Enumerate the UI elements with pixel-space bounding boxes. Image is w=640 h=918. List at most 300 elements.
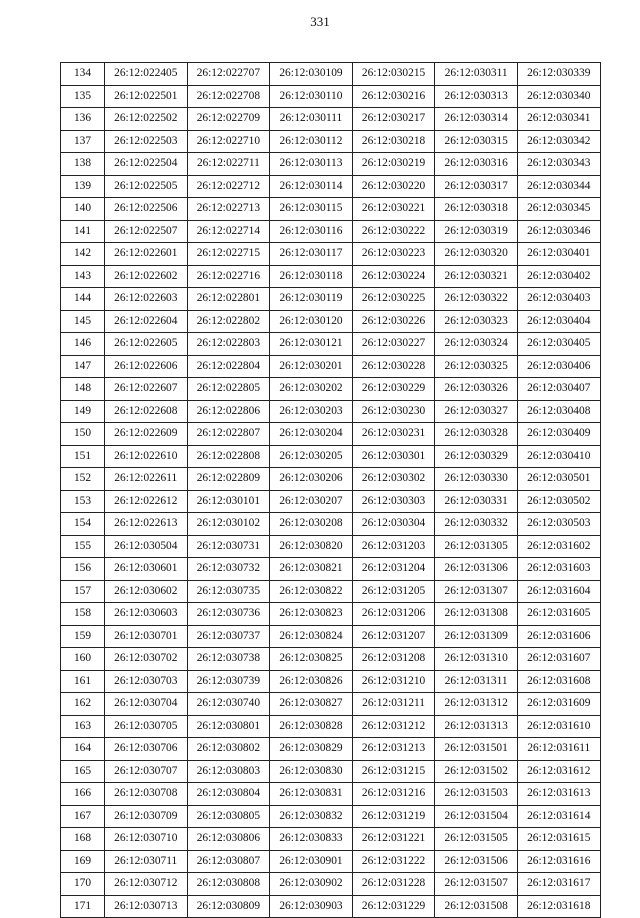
- cadastral-code-cell: 26:12:030121: [270, 333, 353, 356]
- row-number-cell: 137: [61, 130, 105, 153]
- row-number-cell: 169: [61, 850, 105, 873]
- cadastral-code-cell: 26:12:030346: [517, 220, 600, 243]
- row-number-cell: 151: [61, 445, 105, 468]
- row-number-cell: 170: [61, 873, 105, 896]
- cadastral-code-cell: 26:12:031508: [435, 895, 518, 918]
- row-number-cell: 140: [61, 198, 105, 221]
- table-row: [61, 895, 601, 918]
- cadastral-code-cell: 26:12:031501: [435, 738, 518, 761]
- cadastral-code-cell: 26:12:030329: [435, 445, 518, 468]
- cadastral-code-cell: 26:12:031210: [352, 670, 435, 693]
- row-number-cell: 157: [61, 580, 105, 603]
- table-row: [61, 738, 601, 761]
- page-number: 331: [310, 14, 330, 29]
- cadastral-code-cell: 26:12:030216: [352, 85, 435, 108]
- row-number-cell: 149: [61, 400, 105, 423]
- cadastral-code-cell: 26:12:031505: [435, 828, 518, 851]
- cadastral-code-cell: 26:12:031605: [517, 603, 600, 626]
- table-row: [61, 513, 601, 536]
- cadastral-code-cell: 26:12:030408: [517, 400, 600, 423]
- cadastral-code-cell: 26:12:031506: [435, 850, 518, 873]
- row-number-cell: 163: [61, 715, 105, 738]
- row-number-cell: 155: [61, 535, 105, 558]
- cadastral-code-cell: 26:12:030227: [352, 333, 435, 356]
- cadastral-code-cell: 26:12:030318: [435, 198, 518, 221]
- table-row: [61, 175, 601, 198]
- cadastral-code-cell: 26:12:031503: [435, 783, 518, 806]
- cadastral-code-cell: 26:12:022707: [187, 63, 270, 86]
- cadastral-code-cell: 26:12:030736: [187, 603, 270, 626]
- row-number-cell: 138: [61, 153, 105, 176]
- table-row: [61, 535, 601, 558]
- row-number-cell: 141: [61, 220, 105, 243]
- cadastral-code-cell: 26:12:030311: [435, 63, 518, 86]
- cadastral-code-cell: 26:12:031313: [435, 715, 518, 738]
- cadastral-code-cell: 26:12:030219: [352, 153, 435, 176]
- row-number-cell: 136: [61, 108, 105, 131]
- cadastral-code-cell: 26:12:030902: [270, 873, 353, 896]
- cadastral-code-cell: 26:12:030807: [187, 850, 270, 873]
- row-number-cell: 135: [61, 85, 105, 108]
- cadastral-code-cell: 26:12:022608: [105, 400, 188, 423]
- cadastral-code-cell: 26:12:030826: [270, 670, 353, 693]
- table-row: [61, 130, 601, 153]
- row-number-cell: 152: [61, 468, 105, 491]
- cadastral-code-cell: 26:12:030708: [105, 783, 188, 806]
- row-number-cell: 147: [61, 355, 105, 378]
- cadastral-code-cell: 26:12:030829: [270, 738, 353, 761]
- cadastral-code-cell: 26:12:030709: [105, 805, 188, 828]
- cadastral-code-cell: 26:12:030302: [352, 468, 435, 491]
- row-number-cell: 161: [61, 670, 105, 693]
- cadastral-code-cell: 26:12:031216: [352, 783, 435, 806]
- row-number-cell: 164: [61, 738, 105, 761]
- cadastral-code-cell: 26:12:030102: [187, 513, 270, 536]
- cadastral-code-cell: 26:12:022506: [105, 198, 188, 221]
- cadastral-code-cell: 26:12:030119: [270, 288, 353, 311]
- table-row: [61, 850, 601, 873]
- table-row: [61, 580, 601, 603]
- cadastral-code-cell: 26:12:030403: [517, 288, 600, 311]
- cadastral-code-cell: 26:12:030703: [105, 670, 188, 693]
- cadastral-code-cell: 26:12:031603: [517, 558, 600, 581]
- cadastral-code-cell: 26:12:030820: [270, 535, 353, 558]
- cadastral-code-cell: 26:12:031213: [352, 738, 435, 761]
- cadastral-code-cell: 26:12:022805: [187, 378, 270, 401]
- cadastral-code-cell: 26:12:030404: [517, 310, 600, 333]
- row-number-cell: 167: [61, 805, 105, 828]
- cadastral-code-cell: 26:12:022714: [187, 220, 270, 243]
- table-row: [61, 558, 601, 581]
- cadastral-code-cell: 26:12:022709: [187, 108, 270, 131]
- row-number-cell: 148: [61, 378, 105, 401]
- table-row: [61, 310, 601, 333]
- row-number-cell: 159: [61, 625, 105, 648]
- cadastral-code-cell: 26:12:031502: [435, 760, 518, 783]
- cadastral-code-cell: 26:12:030603: [105, 603, 188, 626]
- cadastral-code-cell: 26:12:030332: [435, 513, 518, 536]
- cadastral-code-cell: 26:12:030805: [187, 805, 270, 828]
- cadastral-code-cell: 26:12:030342: [517, 130, 600, 153]
- cadastral-code-cell: 26:12:031615: [517, 828, 600, 851]
- cadastral-code-cell: 26:12:022801: [187, 288, 270, 311]
- cadastral-code-cell: 26:12:022602: [105, 265, 188, 288]
- cadastral-code-cell: 26:12:022715: [187, 243, 270, 266]
- table-row: [61, 828, 601, 851]
- cadastral-code-cell: 26:12:031208: [352, 648, 435, 671]
- table-row: [61, 153, 601, 176]
- cadastral-code-cell: 26:12:030501: [517, 468, 600, 491]
- cadastral-code-cell: 26:12:030205: [270, 445, 353, 468]
- cadastral-code-cell: 26:12:030802: [187, 738, 270, 761]
- table-row: [61, 670, 601, 693]
- row-number-cell: 146: [61, 333, 105, 356]
- cadastral-code-cell: 26:12:030224: [352, 265, 435, 288]
- cadastral-code-cell: 26:12:030340: [517, 85, 600, 108]
- cadastral-code-cell: 26:12:031609: [517, 693, 600, 716]
- cadastral-code-cell: 26:12:031613: [517, 783, 600, 806]
- cadastral-code-cell: 26:12:030832: [270, 805, 353, 828]
- cadastral-code-cell: 26:12:030803: [187, 760, 270, 783]
- cadastral-code-cell: 26:12:030113: [270, 153, 353, 176]
- table-row: [61, 220, 601, 243]
- cadastral-code-cell: 26:12:031211: [352, 693, 435, 716]
- cadastral-code-cell: 26:12:031307: [435, 580, 518, 603]
- cadastral-code-cell: 26:12:022504: [105, 153, 188, 176]
- cadastral-code-cell: 26:12:030324: [435, 333, 518, 356]
- cadastral-code-cell: 26:12:030223: [352, 243, 435, 266]
- cadastral-code-cell: 26:12:022609: [105, 423, 188, 446]
- cadastral-code-cell: 26:12:030504: [105, 535, 188, 558]
- row-number-cell: 156: [61, 558, 105, 581]
- row-number-cell: 166: [61, 783, 105, 806]
- cadastral-code-cell: 26:12:030207: [270, 490, 353, 513]
- cadastral-code-cell: 26:12:030304: [352, 513, 435, 536]
- cadastral-code-cell: 26:12:022716: [187, 265, 270, 288]
- table-row: [61, 198, 601, 221]
- cadastral-code-cell: 26:12:030112: [270, 130, 353, 153]
- row-number-cell: 160: [61, 648, 105, 671]
- row-number-cell: 139: [61, 175, 105, 198]
- cadastral-table: [60, 62, 601, 918]
- cadastral-code-cell: 26:12:030824: [270, 625, 353, 648]
- cadastral-code-cell: 26:12:022605: [105, 333, 188, 356]
- cadastral-code-cell: 26:12:030410: [517, 445, 600, 468]
- cadastral-code-cell: 26:12:030225: [352, 288, 435, 311]
- cadastral-code-cell: 26:12:031204: [352, 558, 435, 581]
- cadastral-code-cell: 26:12:030713: [105, 895, 188, 918]
- cadastral-code-cell: 26:12:030406: [517, 355, 600, 378]
- cadastral-code-cell: 26:12:022604: [105, 310, 188, 333]
- cadastral-code-cell: 26:12:030827: [270, 693, 353, 716]
- cadastral-code-cell: 26:12:030111: [270, 108, 353, 131]
- cadastral-code-cell: 26:12:031602: [517, 535, 600, 558]
- cadastral-code-cell: 26:12:022708: [187, 85, 270, 108]
- table-row: [61, 243, 601, 266]
- cadastral-code-cell: 26:12:030731: [187, 535, 270, 558]
- cadastral-code-cell: 26:12:031504: [435, 805, 518, 828]
- cadastral-code-cell: 26:12:030503: [517, 513, 600, 536]
- cadastral-code-cell: 26:12:031228: [352, 873, 435, 896]
- cadastral-code-cell: 26:12:031610: [517, 715, 600, 738]
- cadastral-code-cell: 26:12:030339: [517, 63, 600, 86]
- row-number-cell: 158: [61, 603, 105, 626]
- cadastral-code-cell: 26:12:030341: [517, 108, 600, 131]
- cadastral-code-cell: 26:12:031219: [352, 805, 435, 828]
- cadastral-code-cell: 26:12:022610: [105, 445, 188, 468]
- cadastral-code-cell: 26:12:030823: [270, 603, 353, 626]
- cadastral-code-cell: 26:12:031606: [517, 625, 600, 648]
- cadastral-code-cell: 26:12:030601: [105, 558, 188, 581]
- cadastral-code-cell: 26:12:030704: [105, 693, 188, 716]
- cadastral-code-cell: 26:12:031222: [352, 850, 435, 873]
- cadastral-code-cell: 26:12:030221: [352, 198, 435, 221]
- cadastral-code-cell: 26:12:022613: [105, 513, 188, 536]
- cadastral-code-cell: 26:12:030109: [270, 63, 353, 86]
- cadastral-code-cell: 26:12:031311: [435, 670, 518, 693]
- table-row: [61, 693, 601, 716]
- row-number-cell: 144: [61, 288, 105, 311]
- cadastral-code-cell: 26:12:031607: [517, 648, 600, 671]
- table-row: [61, 760, 601, 783]
- cadastral-code-cell: 26:12:030705: [105, 715, 188, 738]
- cadastral-code-cell: 26:12:022507: [105, 220, 188, 243]
- cadastral-code-cell: 26:12:030707: [105, 760, 188, 783]
- cadastral-code-cell: 26:12:030220: [352, 175, 435, 198]
- cadastral-code-cell: 26:12:030228: [352, 355, 435, 378]
- cadastral-code-cell: 26:12:022807: [187, 423, 270, 446]
- cadastral-code-cell: 26:12:030327: [435, 400, 518, 423]
- cadastral-code-cell: 26:12:030120: [270, 310, 353, 333]
- row-number-cell: 153: [61, 490, 105, 513]
- cadastral-code-cell: 26:12:022612: [105, 490, 188, 513]
- cadastral-code-cell: 26:12:030303: [352, 490, 435, 513]
- cadastral-code-cell: 26:12:031309: [435, 625, 518, 648]
- cadastral-code-cell: 26:12:030602: [105, 580, 188, 603]
- cadastral-code-cell: 26:12:022808: [187, 445, 270, 468]
- cadastral-code-cell: 26:12:030407: [517, 378, 600, 401]
- cadastral-code-cell: 26:12:030831: [270, 783, 353, 806]
- cadastral-code-cell: 26:12:030737: [187, 625, 270, 648]
- cadastral-code-cell: 26:12:030316: [435, 153, 518, 176]
- cadastral-code-cell: 26:12:030317: [435, 175, 518, 198]
- row-number-cell: 162: [61, 693, 105, 716]
- cadastral-code-cell: 26:12:031207: [352, 625, 435, 648]
- cadastral-code-cell: 26:12:031312: [435, 693, 518, 716]
- cadastral-code-cell: 26:12:022603: [105, 288, 188, 311]
- cadastral-code-cell: 26:12:031206: [352, 603, 435, 626]
- cadastral-code-cell: 26:12:022712: [187, 175, 270, 198]
- cadastral-code-cell: 26:12:030301: [352, 445, 435, 468]
- cadastral-code-cell: 26:12:030231: [352, 423, 435, 446]
- cadastral-code-cell: 26:12:030222: [352, 220, 435, 243]
- cadastral-code-cell: 26:12:030732: [187, 558, 270, 581]
- cadastral-code-cell: 26:12:030331: [435, 490, 518, 513]
- cadastral-code-cell: 26:12:031612: [517, 760, 600, 783]
- cadastral-code-cell: 26:12:030328: [435, 423, 518, 446]
- cadastral-code-cell: 26:12:030702: [105, 648, 188, 671]
- table-row: [61, 805, 601, 828]
- cadastral-code-cell: 26:12:022502: [105, 108, 188, 131]
- cadastral-code-cell: 26:12:030201: [270, 355, 353, 378]
- cadastral-code-cell: 26:12:030409: [517, 423, 600, 446]
- row-number-cell: 145: [61, 310, 105, 333]
- table-row: [61, 715, 601, 738]
- cadastral-code-cell: 26:12:031229: [352, 895, 435, 918]
- cadastral-code-cell: 26:12:030229: [352, 378, 435, 401]
- cadastral-code-cell: 26:12:030828: [270, 715, 353, 738]
- cadastral-code-cell: 26:12:030711: [105, 850, 188, 873]
- table-row: [61, 445, 601, 468]
- cadastral-code-cell: 26:12:030314: [435, 108, 518, 131]
- cadastral-code-cell: 26:12:030321: [435, 265, 518, 288]
- row-number-cell: 143: [61, 265, 105, 288]
- cadastral-code-cell: 26:12:031306: [435, 558, 518, 581]
- table-row: [61, 378, 601, 401]
- table-row: [61, 468, 601, 491]
- cadastral-code-cell: 26:12:030217: [352, 108, 435, 131]
- cadastral-code-cell: 26:12:030117: [270, 243, 353, 266]
- cadastral-code-cell: 26:12:030208: [270, 513, 353, 536]
- cadastral-code-cell: 26:12:030345: [517, 198, 600, 221]
- cadastral-code-cell: 26:12:030110: [270, 85, 353, 108]
- cadastral-code-cell: 26:12:030226: [352, 310, 435, 333]
- cadastral-code-cell: 26:12:030830: [270, 760, 353, 783]
- cadastral-code-cell: 26:12:030808: [187, 873, 270, 896]
- cadastral-code-cell: 26:12:022601: [105, 243, 188, 266]
- cadastral-code-cell: 26:12:022607: [105, 378, 188, 401]
- cadastral-code-cell: 26:12:022802: [187, 310, 270, 333]
- table-row: [61, 625, 601, 648]
- cadastral-code-cell: 26:12:022803: [187, 333, 270, 356]
- cadastral-code-cell: 26:12:031608: [517, 670, 600, 693]
- cadastral-code-cell: 26:12:030203: [270, 400, 353, 423]
- cadastral-code-cell: 26:12:030502: [517, 490, 600, 513]
- cadastral-code-cell: 26:12:022405: [105, 63, 188, 86]
- cadastral-code-cell: 26:12:030218: [352, 130, 435, 153]
- cadastral-code-cell: 26:12:030804: [187, 783, 270, 806]
- cadastral-code-cell: 26:12:030405: [517, 333, 600, 356]
- table-row: [61, 333, 601, 356]
- cadastral-code-cell: 26:12:030801: [187, 715, 270, 738]
- cadastral-code-cell: 26:12:030809: [187, 895, 270, 918]
- cadastral-code-cell: 26:12:030115: [270, 198, 353, 221]
- table-row: [61, 423, 601, 446]
- cadastral-code-cell: 26:12:031614: [517, 805, 600, 828]
- cadastral-code-cell: 26:12:030806: [187, 828, 270, 851]
- cadastral-code-cell: 26:12:030739: [187, 670, 270, 693]
- row-number-cell: 154: [61, 513, 105, 536]
- cadastral-code-cell: 26:12:031215: [352, 760, 435, 783]
- cadastral-code-cell: 26:12:031212: [352, 715, 435, 738]
- cadastral-code-cell: 26:12:022710: [187, 130, 270, 153]
- cadastral-code-cell: 26:12:030901: [270, 850, 353, 873]
- table-row: [61, 288, 601, 311]
- cadastral-code-cell: 26:12:030322: [435, 288, 518, 311]
- table-body: [61, 63, 601, 918]
- table-row: [61, 648, 601, 671]
- cadastral-code-cell: 26:12:030116: [270, 220, 353, 243]
- cadastral-code-cell: 26:12:030326: [435, 378, 518, 401]
- cadastral-code-cell: 26:12:030822: [270, 580, 353, 603]
- cadastral-code-cell: 26:12:030701: [105, 625, 188, 648]
- cadastral-code-cell: 26:12:030202: [270, 378, 353, 401]
- cadastral-code-cell: 26:12:030230: [352, 400, 435, 423]
- cadastral-code-cell: 26:12:022606: [105, 355, 188, 378]
- cadastral-code-cell: 26:12:022711: [187, 153, 270, 176]
- table-row: [61, 783, 601, 806]
- cadastral-code-cell: 26:12:030903: [270, 895, 353, 918]
- cadastral-code-cell: 26:12:030315: [435, 130, 518, 153]
- cadastral-code-cell: 26:12:030215: [352, 63, 435, 86]
- row-number-cell: 150: [61, 423, 105, 446]
- cadastral-code-cell: 26:12:030206: [270, 468, 353, 491]
- cadastral-code-cell: 26:12:030833: [270, 828, 353, 851]
- row-number-cell: 134: [61, 63, 105, 86]
- cadastral-code-cell: 26:12:022713: [187, 198, 270, 221]
- table-row: [61, 85, 601, 108]
- cadastral-code-cell: 26:12:030401: [517, 243, 600, 266]
- table-row: [61, 355, 601, 378]
- cadastral-code-cell: 26:12:030101: [187, 490, 270, 513]
- cadastral-code-cell: 26:12:022809: [187, 468, 270, 491]
- cadastral-code-cell: 26:12:031205: [352, 580, 435, 603]
- cadastral-code-cell: 26:12:030313: [435, 85, 518, 108]
- cadastral-code-cell: 26:12:031618: [517, 895, 600, 918]
- cadastral-code-cell: 26:12:030821: [270, 558, 353, 581]
- cadastral-code-cell: 26:12:030735: [187, 580, 270, 603]
- cadastral-code-cell: 26:12:031203: [352, 535, 435, 558]
- cadastral-code-cell: 26:12:022611: [105, 468, 188, 491]
- cadastral-code-cell: 26:12:022804: [187, 355, 270, 378]
- cadastral-code-cell: 26:12:031616: [517, 850, 600, 873]
- cadastral-code-cell: 26:12:022503: [105, 130, 188, 153]
- table-row: [61, 400, 601, 423]
- cadastral-code-cell: 26:12:030343: [517, 153, 600, 176]
- row-number-cell: 142: [61, 243, 105, 266]
- cadastral-code-cell: 26:12:030114: [270, 175, 353, 198]
- cadastral-code-cell: 26:12:030710: [105, 828, 188, 851]
- cadastral-code-cell: 26:12:030320: [435, 243, 518, 266]
- cadastral-code-cell: 26:12:030204: [270, 423, 353, 446]
- cadastral-code-cell: 26:12:030712: [105, 873, 188, 896]
- cadastral-code-cell: 26:12:031617: [517, 873, 600, 896]
- cadastral-code-cell: 26:12:031305: [435, 535, 518, 558]
- cadastral-code-cell: 26:12:030402: [517, 265, 600, 288]
- row-number-cell: 168: [61, 828, 105, 851]
- cadastral-code-cell: 26:12:031611: [517, 738, 600, 761]
- cadastral-code-cell: 26:12:030325: [435, 355, 518, 378]
- cadastral-code-cell: 26:12:031310: [435, 648, 518, 671]
- row-number-cell: 171: [61, 895, 105, 918]
- cadastral-code-cell: 26:12:031604: [517, 580, 600, 603]
- cadastral-code-cell: 26:12:030344: [517, 175, 600, 198]
- cadastral-code-cell: 26:12:030738: [187, 648, 270, 671]
- cadastral-code-cell: 26:12:031507: [435, 873, 518, 896]
- cadastral-code-cell: 26:12:031308: [435, 603, 518, 626]
- cadastral-code-cell: 26:12:022806: [187, 400, 270, 423]
- cadastral-code-cell: 26:12:030319: [435, 220, 518, 243]
- cadastral-code-cell: 26:12:031221: [352, 828, 435, 851]
- cadastral-code-cell: 26:12:022505: [105, 175, 188, 198]
- table-row: [61, 490, 601, 513]
- row-number-cell: 165: [61, 760, 105, 783]
- table-row: [61, 63, 601, 86]
- cadastral-code-cell: 26:12:030323: [435, 310, 518, 333]
- cadastral-code-cell: 26:12:022501: [105, 85, 188, 108]
- cadastral-code-cell: 26:12:030118: [270, 265, 353, 288]
- cadastral-code-cell: 26:12:030706: [105, 738, 188, 761]
